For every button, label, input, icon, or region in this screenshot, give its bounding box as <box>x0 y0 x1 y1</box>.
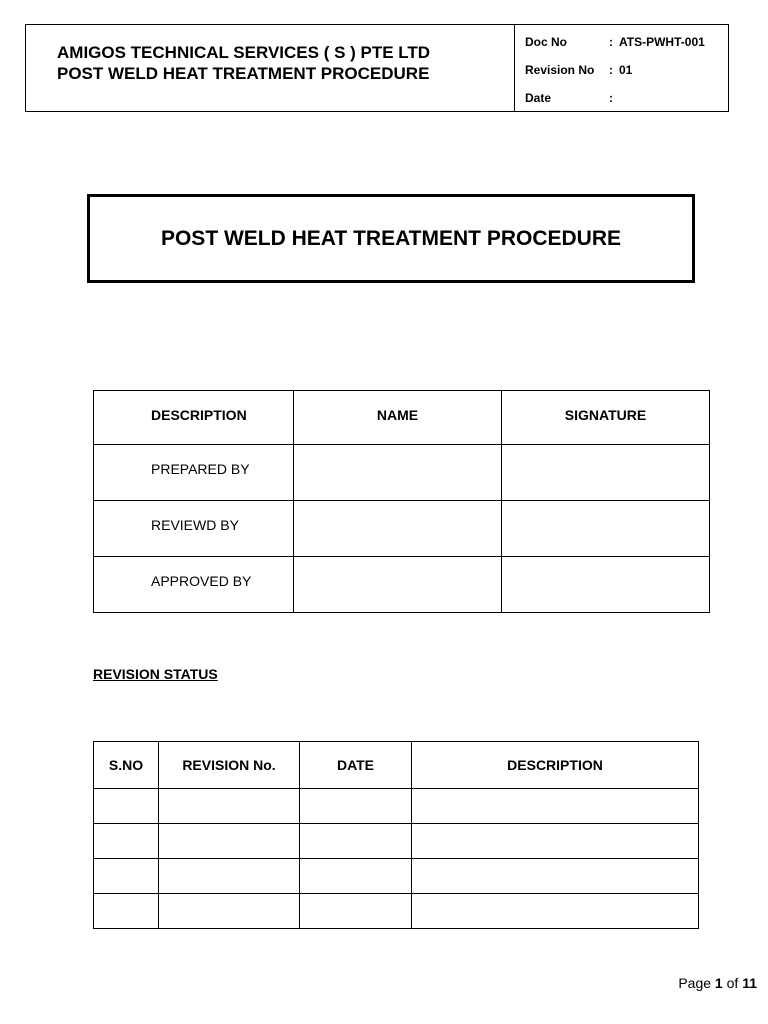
document-title: POST WELD HEAT TREATMENT PROCEDURE <box>160 226 622 250</box>
empty-cell <box>159 859 300 894</box>
empty-cell <box>159 894 300 929</box>
column-header-description: DESCRIPTION <box>412 742 699 789</box>
empty-cell <box>94 789 159 824</box>
empty-cell <box>159 824 300 859</box>
date-label: Date <box>525 91 552 105</box>
row-description: PREPARED BY <box>94 445 294 501</box>
table-row <box>94 859 699 894</box>
empty-cell <box>94 824 159 859</box>
table-row <box>94 789 699 824</box>
table-row <box>94 501 710 557</box>
doc-no-row <box>525 35 728 63</box>
empty-cell <box>412 824 699 859</box>
revision-no-row <box>525 63 728 91</box>
empty-cell <box>94 859 159 894</box>
empty-cell <box>412 789 699 824</box>
date-row <box>525 91 728 119</box>
row-signature-cell <box>502 501 710 557</box>
empty-cell <box>412 894 699 929</box>
page-label: Page <box>678 975 712 991</box>
revision-no-value: 01 <box>619 63 633 77</box>
column-header-date: DATE <box>300 742 412 789</box>
document-meta <box>515 25 728 111</box>
row-name-cell <box>294 445 502 501</box>
document-header <box>25 24 729 112</box>
revision-status-heading: REVISION STATUS <box>93 666 218 682</box>
row-signature-cell <box>502 445 710 501</box>
table-row <box>94 894 699 929</box>
revision-table-header <box>94 742 699 789</box>
row-name-cell <box>294 501 502 557</box>
company-name: AMIGOS TECHNICAL SERVICES ( S ) PTE LTD <box>57 43 431 62</box>
of-label: of <box>726 975 739 991</box>
current-page: 1 <box>714 975 723 991</box>
signature-table-header <box>94 391 710 445</box>
total-pages: 11 <box>742 975 757 991</box>
row-description: REVIEWD BY <box>94 501 294 557</box>
signature-table <box>93 390 710 613</box>
doc-no-value: ATS-PWHT-001 <box>619 35 705 49</box>
page-number <box>678 975 757 991</box>
empty-cell <box>94 894 159 929</box>
column-header-name: NAME <box>294 391 502 445</box>
column-header-revision-no: REVISION No. <box>159 742 300 789</box>
column-header-description: DESCRIPTION <box>94 391 294 445</box>
table-row <box>94 824 699 859</box>
doc-no-colon: : <box>609 35 613 49</box>
header-title-block <box>26 25 515 111</box>
empty-cell <box>300 824 412 859</box>
row-description: APPROVED BY <box>94 557 294 613</box>
column-header-sno: S.NO <box>94 742 159 789</box>
table-row <box>94 445 710 501</box>
empty-cell <box>300 894 412 929</box>
header-subtitle: POST WELD HEAT TREATMENT PROCEDURE <box>57 64 430 83</box>
column-header-signature: SIGNATURE <box>502 391 710 445</box>
empty-cell <box>159 789 300 824</box>
row-name-cell <box>294 557 502 613</box>
empty-cell <box>300 859 412 894</box>
revision-no-colon: : <box>609 63 613 77</box>
document-title-box <box>87 194 695 283</box>
empty-cell <box>300 789 412 824</box>
table-row <box>94 557 710 613</box>
revision-no-label: Revision No <box>525 63 595 77</box>
revision-table <box>93 741 699 929</box>
empty-cell <box>412 859 699 894</box>
row-signature-cell <box>502 557 710 613</box>
doc-no-label: Doc No <box>525 35 567 49</box>
date-colon: : <box>609 91 613 105</box>
